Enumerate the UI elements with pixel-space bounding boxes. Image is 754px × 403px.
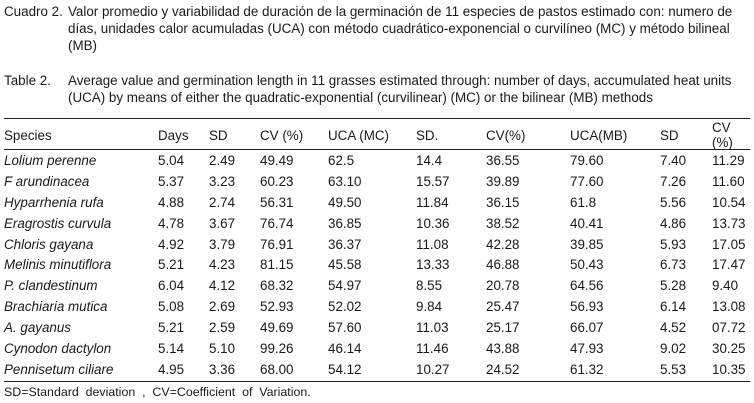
cell-sd-mc: 15.57 (416, 173, 450, 189)
cell-species: F arundinacea (4, 173, 90, 189)
cell-days: 5.37 (158, 173, 185, 189)
cell-cv-mb: 17.05 (712, 236, 746, 252)
cell-species: Eragrostis curvula (4, 215, 112, 231)
caption-spanish-label: Cuadro 2. (4, 4, 63, 19)
cell-sd-mb: 6.73 (660, 257, 687, 273)
cell-cv-mc: 25.47 (486, 299, 520, 315)
table-body (4, 150, 750, 380)
cell-sd-mc: 11.08 (416, 236, 449, 252)
cell-cv: 56.31 (260, 194, 294, 210)
cell-sd-mc: 11.03 (416, 320, 449, 336)
cell-cv-mb: 9.40 (712, 278, 739, 294)
cell-sd-mc: 10.27 (416, 361, 450, 377)
cell-sd: 3.67 (209, 215, 236, 231)
table-row (4, 317, 750, 338)
cell-uca-mc: 54.12 (328, 361, 362, 377)
cell-cv-mc: 36.15 (486, 194, 520, 210)
cell-days: 5.04 (158, 152, 185, 168)
cell-species: A. gayanus (4, 320, 71, 336)
cell-days: 4.88 (158, 194, 185, 210)
cell-cv: 60.23 (260, 173, 294, 189)
cell-sd-mc: 14.4 (416, 152, 443, 168)
cell-uca-mc: 63.10 (328, 173, 362, 189)
cell-cv-mc: 20.78 (486, 278, 520, 294)
cell-uca-mc: 62.5 (328, 152, 355, 168)
cell-cv-mc: 46.88 (486, 257, 520, 273)
cell-cv: 68.32 (260, 278, 294, 294)
cell-sd-mb: 4.52 (660, 320, 687, 336)
cell-days: 5.14 (158, 340, 185, 356)
cell-cv-mb: 13.73 (712, 215, 746, 231)
cell-cv-mb: 11.29 (712, 152, 745, 168)
cell-uca-mc: 49.50 (328, 194, 362, 210)
caption-spanish (4, 3, 748, 54)
cell-uca-mc: 57.60 (328, 320, 362, 336)
table-row (4, 359, 750, 380)
cell-sd: 2.69 (209, 299, 236, 315)
cell-sd-mc: 9.84 (416, 299, 443, 315)
germination-table (4, 120, 750, 380)
cell-uca-mc: 36.85 (328, 215, 362, 231)
header-sd-mb: SD (660, 127, 679, 143)
cell-days: 4.78 (158, 215, 185, 231)
cell-species: Hyparrhenia rufa (4, 194, 104, 210)
cell-sd: 3.23 (209, 173, 236, 189)
cell-cv-mb: 10.54 (712, 194, 746, 210)
caption-spanish-text: Valor promedio y variabilidad de duración de la germinación de 11 especies de pastos estimado con: numero de días, unidades calor acumuladas (UCA) con método cuadrático-exponencial o curvilíneo (MC) y método bilineal (MB) (68, 4, 733, 53)
cell-sd-mb: 5.28 (660, 278, 687, 294)
cell-days: 6.04 (158, 278, 185, 294)
cell-species: Cynodon dactylon (4, 340, 112, 356)
table-bottom-rule (4, 381, 750, 382)
cell-uca-mc: 46.14 (328, 340, 362, 356)
header-uca-mb: UCA(MB) (570, 127, 628, 143)
cell-sd: 3.36 (209, 361, 236, 377)
cell-uca-mb: 77.60 (570, 173, 604, 189)
cell-sd-mb: 5.93 (660, 236, 687, 252)
cell-days: 5.08 (158, 299, 185, 315)
cell-cv-mb: 07.72 (712, 320, 746, 336)
cell-cv: 81.15 (260, 257, 294, 273)
footnote: SD=Standard deviation , CV=Coefficient of Variation. (4, 385, 311, 399)
cell-sd-mc: 8.55 (416, 278, 443, 294)
cell-uca-mb: 50.43 (570, 257, 604, 273)
cell-cv-mc: 36.55 (486, 152, 520, 168)
cell-cv-mc: 38.52 (486, 215, 520, 231)
caption-english (4, 72, 748, 106)
table-row (4, 338, 750, 359)
cell-days: 5.21 (158, 320, 185, 336)
cell-sd-mb: 7.26 (660, 173, 687, 189)
header-sd: SD (209, 127, 228, 143)
cell-cv-mc: 42.28 (486, 236, 520, 252)
cell-uca-mc: 54.97 (328, 278, 362, 294)
cell-sd-mc: 10.36 (416, 215, 450, 231)
cell-sd-mb: 5.56 (660, 194, 687, 210)
table-row (4, 171, 750, 192)
header-sd-mc: SD. (416, 127, 439, 143)
header-cv: CV (%) (260, 127, 304, 143)
cell-uca-mb: 39.85 (570, 236, 604, 252)
cell-cv: 99.26 (260, 340, 294, 356)
cell-sd: 3.79 (209, 236, 236, 252)
cell-cv-mb: 30.25 (712, 340, 746, 356)
cell-species: Lolium perenne (4, 152, 97, 168)
cell-uca-mb: 61.32 (570, 361, 604, 377)
cell-uca-mb: 66.07 (570, 320, 604, 336)
table-row (4, 150, 750, 171)
cell-cv-mb: 13.08 (712, 299, 746, 315)
cell-uca-mb: 79.60 (570, 152, 604, 168)
cell-uca-mc: 52.02 (328, 299, 362, 315)
table-row (4, 275, 750, 296)
cell-uca-mb: 56.93 (570, 299, 604, 315)
table-row (4, 234, 750, 255)
cell-cv-mb: 17.47 (712, 257, 746, 273)
cell-species: Pennisetum ciliare (4, 361, 114, 377)
cell-cv: 76.74 (260, 215, 294, 231)
table-row (4, 254, 750, 275)
cell-sd-mb: 6.14 (660, 299, 687, 315)
cell-sd: 2.74 (209, 194, 236, 210)
cell-cv-mb: 11.60 (712, 173, 745, 189)
cell-sd: 4.12 (209, 278, 236, 294)
table-top-rule (4, 118, 750, 119)
cell-uca-mb: 40.41 (570, 215, 604, 231)
cell-cv: 52.93 (260, 299, 294, 315)
table-row (4, 213, 750, 234)
cell-species: Chloris gayana (4, 236, 94, 252)
cell-sd: 5.10 (209, 340, 236, 356)
table-row (4, 296, 750, 317)
table-header-row (4, 120, 750, 150)
cell-sd: 4.23 (209, 257, 236, 273)
cell-sd-mb: 4.86 (660, 215, 687, 231)
cell-cv: 68.00 (260, 361, 294, 377)
header-uca-mc: UCA (MC) (328, 127, 389, 143)
cell-days: 4.95 (158, 361, 185, 377)
table-row (4, 192, 750, 213)
cell-cv: 76.91 (260, 236, 294, 252)
header-species: Species (4, 127, 52, 143)
cell-uca-mb: 64.56 (570, 278, 604, 294)
cell-cv-mc: 24.52 (486, 361, 520, 377)
cell-cv: 49.49 (260, 152, 294, 168)
cell-sd-mc: 11.84 (416, 194, 449, 210)
header-days: Days (158, 127, 189, 143)
cell-species: Melinis minutiflora (4, 257, 112, 273)
cell-sd-mb: 9.02 (660, 340, 687, 356)
header-cv-mb: CV (%) (712, 120, 733, 150)
cell-sd: 2.49 (209, 152, 236, 168)
cell-uca-mb: 47.93 (570, 340, 604, 356)
cell-cv-mc: 25.17 (486, 320, 520, 336)
cell-days: 4.92 (158, 236, 185, 252)
cell-sd-mc: 11.46 (416, 340, 449, 356)
cell-species: Brachiaria mutica (4, 299, 108, 315)
cell-uca-mb: 61.8 (570, 194, 597, 210)
caption-english-label: Table 2. (4, 73, 51, 88)
cell-cv-mc: 43.88 (486, 340, 520, 356)
cell-cv: 49.69 (260, 320, 294, 336)
cell-cv-mc: 39.89 (486, 173, 520, 189)
cell-cv-mb: 10.35 (712, 361, 746, 377)
cell-sd-mc: 13.33 (416, 257, 450, 273)
cell-sd-mb: 7.40 (660, 152, 687, 168)
caption-english-text: Average value and germination length in 11 grasses estimated through: number of days, accumulated heat units (UCA) by means of either the quadratic-exponential (curvilinear) (MC) or the bilinear (MB) methods (68, 73, 732, 105)
cell-days: 5.21 (158, 257, 185, 273)
cell-sd-mb: 5.53 (660, 361, 687, 377)
cell-sd: 2.59 (209, 320, 236, 336)
cell-species: P. clandestinum (4, 278, 98, 294)
header-cv-mc: CV(%) (486, 127, 526, 143)
cell-uca-mc: 45.58 (328, 257, 362, 273)
cell-uca-mc: 36.37 (328, 236, 362, 252)
